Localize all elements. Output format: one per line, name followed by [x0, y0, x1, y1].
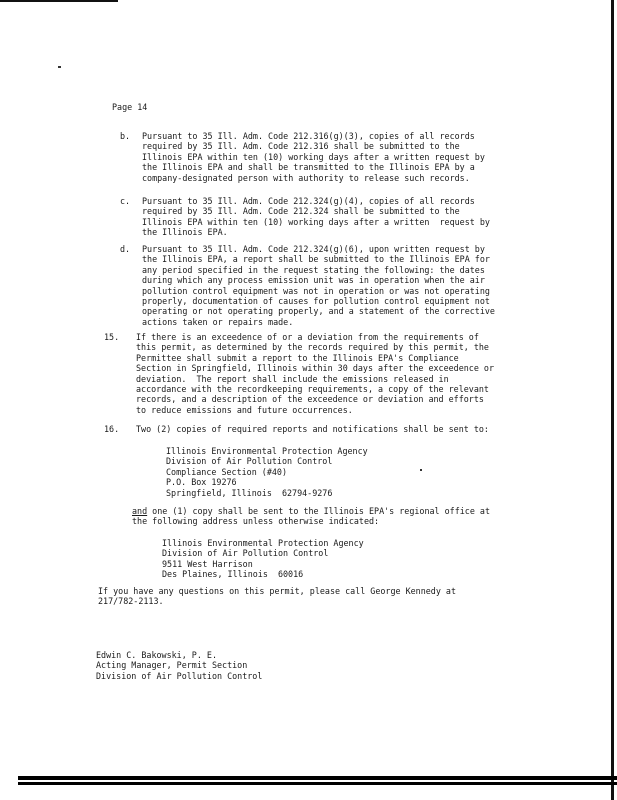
text-line: Pursuant to 35 Ill. Adm. Code 212.316(g)(3), copies of all records	[142, 131, 475, 141]
text-line: the Illinois EPA.	[142, 227, 228, 238]
text-line: any period specified in the request stating the following: the dates	[142, 264, 485, 275]
item-b-text	[142, 131, 485, 183]
text-line: operating or not operating properly, and a statement of the corrective	[142, 306, 495, 317]
text-line: Illinois EPA within ten (10) working days after a written request by	[142, 151, 485, 162]
text-line: Section in Springfield, Illinois within 30 days after the exceedence or	[136, 363, 494, 374]
paragraph-16-intro: Two (2) copies of required reports and notifications shall be sent to:	[136, 424, 489, 434]
address-line: P.O. Box 19276	[166, 477, 237, 488]
regional-office-line	[132, 506, 490, 516]
text-line: pollution control equipment was not in operation or was not operating	[142, 285, 490, 296]
text-line: required by 35 Ill. Adm. Code 212.316 shall be submitted to the	[142, 141, 460, 152]
page-number: Page 14	[112, 102, 148, 112]
text-line: If there is an exceedence of or a deviation from the requirements of	[136, 332, 479, 342]
regional-office-text: one (1) copy shall be sent to the Illinois EPA's regional office at	[147, 506, 491, 516]
text-line: to reduce emissions and future occurrences.	[136, 404, 353, 415]
text-line: Pursuant to 35 Ill. Adm. Code 212.324(g)(6), upon written request by	[142, 244, 485, 254]
item-d-text	[142, 244, 495, 327]
scan-speck	[420, 469, 422, 471]
paragraph-number-15: 15.	[104, 332, 120, 342]
text-line: If you have any questions on this permit, please call George Kennedy at	[98, 586, 456, 596]
address-line: Division of Air Pollution Control	[162, 548, 329, 559]
closing-paragraph	[98, 586, 456, 607]
regional-office-line-2: the following address unless otherwise indicated:	[132, 516, 380, 526]
compliance-address	[166, 446, 368, 498]
text-line: records, and a description of the exceedence or deviation and efforts	[136, 394, 484, 405]
text-line: during which any process emission unit was in operation when the air	[142, 275, 485, 286]
text-line: company-designated person with authority to release such records.	[142, 172, 470, 183]
item-letter-d: d.	[120, 244, 131, 254]
item-letter-c: c.	[120, 196, 131, 206]
text-line: required by 35 Ill. Adm. Code 212.324 shall be submitted to the	[142, 206, 460, 217]
paragraph-number-16: 16.	[104, 424, 120, 434]
address-line: Springfield, Illinois 62794-9276	[166, 487, 333, 498]
scan-bottom-edge	[18, 782, 617, 785]
scan-speck	[58, 66, 61, 68]
text-line: the Illinois EPA and shall be transmitted to the Illinois EPA by a	[142, 162, 475, 173]
text-line: actions taken or repairs made.	[142, 316, 294, 327]
text-line: deviation. The report shall include the emissions released in	[136, 373, 449, 384]
scan-edge-bar	[611, 0, 614, 800]
and-word: and	[132, 506, 148, 516]
item-c-text	[142, 196, 490, 238]
regional-address	[162, 538, 364, 580]
text-line: this permit, as determined by the records required by this permit, the	[136, 342, 489, 353]
address-line: Illinois Environmental Protection Agency	[166, 446, 368, 456]
paragraph-15-text	[136, 332, 494, 415]
scan-bottom-edge	[18, 776, 617, 780]
text-line: Illinois EPA within ten (10) working days after a written request by	[142, 216, 490, 227]
signature-block	[96, 650, 262, 681]
scan-edge-line	[0, 0, 118, 2]
item-letter-b: b.	[120, 131, 131, 141]
address-line: Compliance Section (#40)	[166, 466, 288, 477]
signer-division: Division of Air Pollution Control	[96, 670, 263, 681]
address-line: Division of Air Pollution Control	[166, 456, 333, 467]
text-line: Permittee shall submit a report to the Illinois EPA's Compliance	[136, 352, 459, 363]
text-line: accordance with the recordkeeping requirements, a copy of the relevant	[136, 384, 489, 395]
text-line: 217/782-2113.	[98, 596, 164, 607]
address-line: 9511 West Harrison	[162, 558, 253, 569]
text-line: Pursuant to 35 Ill. Adm. Code 212.324(g)(4), copies of all records	[142, 196, 475, 206]
address-line: Illinois Environmental Protection Agency	[162, 538, 364, 548]
text-line: the Illinois EPA, a report shall be submitted to the Illinois EPA for	[142, 254, 490, 265]
signer-title: Acting Manager, Permit Section	[96, 660, 248, 671]
text-line: properly, documentation of causes for pollution control equipment not	[142, 296, 490, 307]
address-line: Des Plaines, Illinois 60016	[162, 569, 304, 580]
signer-name: Edwin C. Bakowski, P. E.	[96, 650, 218, 660]
